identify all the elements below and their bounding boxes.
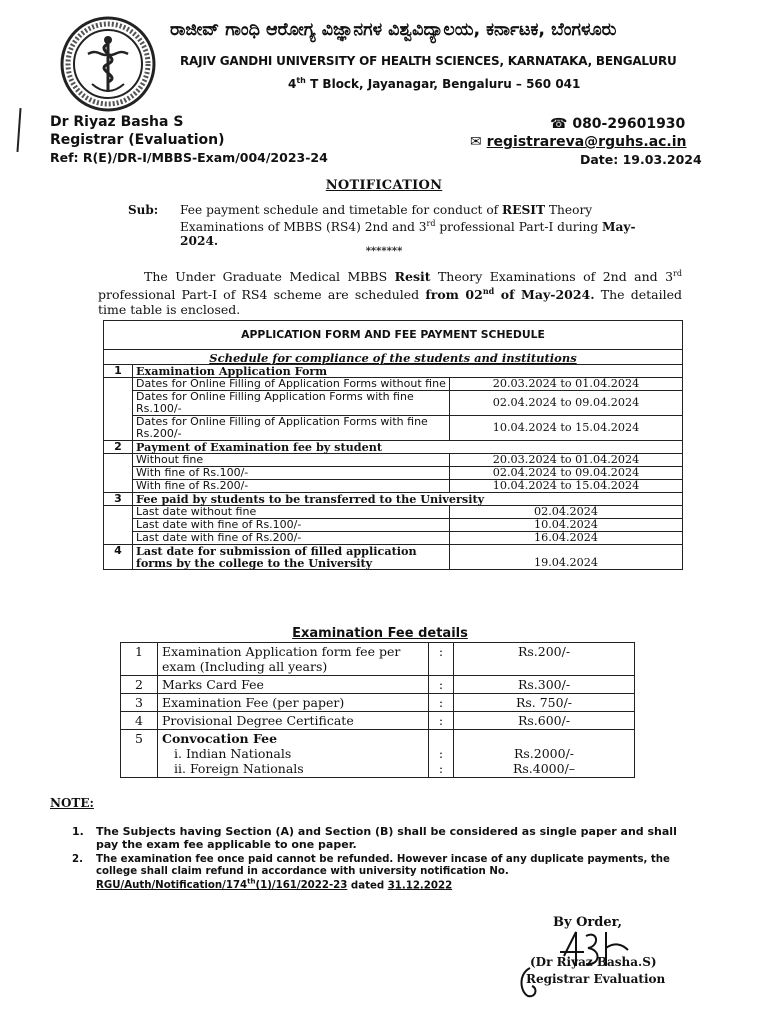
- schedule-compliance-heading: Schedule for compliance of the students and institutions: [104, 350, 683, 365]
- para-part: Theory Examinations of 2nd and 3: [430, 269, 674, 285]
- university-name-kannada: ರಾಜೀವ್ ಗಾಂಧಿ ಆರೋಗ್ಯ ವಿಜ್ಞಾನಗಳ ವಿಶ್ವವಿದ್ಯಾಲಯ, ಕರ್ನಾಟಕ, ಬೆಂಗಳೂರು: [170, 20, 617, 40]
- schedule-row-label: With fine of Rs.200/-: [133, 480, 450, 493]
- subject-sup: rd: [426, 219, 436, 228]
- fee-row-number: 5: [121, 730, 158, 778]
- university-crest-icon: [58, 14, 158, 114]
- note-text: dated: [347, 880, 388, 892]
- convocation-amounts: [454, 730, 635, 778]
- fee-row-colon: :: [429, 676, 454, 694]
- fee-row-amount: Rs. 750/-: [454, 694, 635, 712]
- fee-row-amount: Rs.4000/–: [512, 761, 576, 776]
- convocation-item-label: i. Indian Nationals: [174, 746, 292, 761]
- schedule-row-label: Dates for Online Filling of Application Forms without fine: [133, 378, 450, 391]
- sender-designation: Registrar (Evaluation): [50, 132, 225, 148]
- phone-icon: ☎: [550, 116, 568, 132]
- para-date-sup: nd: [482, 286, 495, 297]
- phone-number: 080-29601930: [572, 116, 686, 132]
- fee-row-number: 2: [121, 676, 158, 694]
- fee-row-amount: Rs.2000/-: [513, 746, 575, 761]
- schedule-row-label: Without fine: [133, 454, 450, 467]
- ref-part: RGU/Auth/Notification/174: [96, 880, 248, 892]
- subject-part: professional Part-I during: [435, 220, 603, 235]
- schedule-row-label: Last date with fine of Rs.100/-: [133, 519, 450, 532]
- notification-paragraph: [98, 266, 682, 317]
- signatory-designation: Registrar Evaluation: [526, 972, 666, 986]
- subject-label: Sub:: [128, 203, 159, 217]
- schedule-row-label: Dates for Online Filling of Application Forms with fine Rs.200/-: [133, 416, 450, 441]
- para-part: The Under Graduate Medical MBBS: [144, 269, 395, 285]
- fee-row-number: 4: [121, 712, 158, 730]
- section-title: Last date for submission of filled application forms by the college to the University: [133, 545, 450, 570]
- fee-row-amount: Rs.300/-: [454, 676, 635, 694]
- schedule-row-dates: 20.03.2024 to 01.04.2024: [450, 454, 683, 467]
- note-notification-date: 31.12.2022: [387, 880, 453, 892]
- ref-part: (1)/161/2022-23: [255, 880, 348, 892]
- fee-row-colon: :: [438, 761, 444, 776]
- by-order-label: By Order,: [553, 915, 623, 930]
- schedule-row-dates: 02.04.2024 to 09.04.2024: [450, 391, 683, 416]
- convocation-colons: [429, 730, 454, 778]
- note-text: The Subjects having Section (A) and Section (B) shall be considered as single paper and shall pay the exam fee applicable to one paper.: [96, 825, 677, 851]
- letter-date: Date: 19.03.2024: [580, 152, 702, 167]
- subject-resit: RESIT: [502, 203, 546, 217]
- university-name-english: RAJIV GANDHI UNIVERSITY OF HEALTH SCIENCES, KARNATAKA, BENGALURU: [180, 54, 677, 68]
- section-number: 3: [104, 493, 133, 506]
- subject-month: May-2024.: [180, 220, 636, 249]
- para-date-part: from 02: [425, 287, 483, 303]
- signatory-name: (Dr Riyaz Basha.S): [530, 955, 657, 969]
- section-spacer: [104, 454, 133, 493]
- schedule-row-dates: 10.04.2024 to 15.04.2024: [450, 416, 683, 441]
- section-title: Examination Application Form: [133, 365, 683, 378]
- fee-row-label: Examination Fee (per paper): [158, 694, 429, 712]
- notes-list: [72, 826, 692, 895]
- para-part: The detailed time table is enclosed.: [98, 287, 682, 318]
- para-resit: Resit: [394, 269, 431, 285]
- fee-row-colon: :: [429, 694, 454, 712]
- margin-pen-mark: [16, 108, 21, 152]
- convocation-fee-block: [158, 730, 429, 778]
- note-number: 2.: [72, 854, 83, 865]
- fee-row-label: Marks Card Fee: [158, 676, 429, 694]
- phone-line: [550, 116, 685, 132]
- fee-row-colon: :: [438, 746, 444, 761]
- convocation-fee-title: Convocation Fee: [162, 731, 278, 746]
- ref-sup: th: [247, 878, 256, 886]
- envelope-icon: ✉: [470, 134, 482, 150]
- university-address: [288, 76, 580, 91]
- note-item: [72, 854, 692, 892]
- email-line: [470, 134, 687, 150]
- section-title: Fee paid by students to be transferred to the University: [133, 493, 683, 506]
- separator-stars: *******: [365, 246, 403, 257]
- fee-row-amount: Rs.200/-: [454, 643, 635, 676]
- section-number: 4: [104, 545, 133, 570]
- section-spacer: [104, 506, 133, 545]
- section-spacer: [104, 378, 133, 441]
- address-text: T Block, Jayanagar, Bengaluru – 560 041: [305, 77, 581, 91]
- para-start-date: [425, 287, 594, 302]
- schedule-row-dates: 10.04.2024 to 15.04.2024: [450, 480, 683, 493]
- schedule-row-dates: 02.04.2024 to 09.04.2024: [450, 467, 683, 480]
- schedule-row-dates: 16.04.2024: [450, 532, 683, 545]
- sender-name: Dr Riyaz Basha S: [50, 114, 184, 130]
- schedule-row-dates: 02.04.2024: [450, 506, 683, 519]
- fee-schedule-table: [103, 320, 683, 570]
- section-number: 1: [104, 365, 133, 378]
- fee-row-colon: :: [429, 712, 454, 730]
- convocation-item-label: ii. Foreign Nationals: [174, 761, 304, 776]
- schedule-row-dates: 10.04.2024: [450, 519, 683, 532]
- section-title: Payment of Examination fee by student: [133, 441, 683, 454]
- note-number: 1.: [72, 825, 84, 838]
- para-part: professional Part-I of RS4 scheme are scheduled: [98, 287, 426, 303]
- subject-part: Theory Examinations of MBBS (RS4) 2nd and 3: [180, 203, 593, 235]
- fee-row-number: 1: [121, 643, 158, 676]
- para-sup: rd: [673, 269, 682, 278]
- subject-part: Fee payment schedule and timetable for conduct of: [180, 203, 503, 217]
- schedule-title: APPLICATION FORM AND FEE PAYMENT SCHEDULE: [104, 321, 683, 350]
- section-number: 2: [104, 441, 133, 454]
- schedule-row-label: Last date with fine of Rs.200/-: [133, 532, 450, 545]
- note-notification-ref: [96, 880, 347, 891]
- fee-row-number: 3: [121, 694, 158, 712]
- para-date-part: of May-2024.: [494, 287, 595, 303]
- fee-row-colon: :: [429, 643, 454, 676]
- fee-row-amount: Rs.600/-: [454, 712, 635, 730]
- schedule-row-label: Last date without fine: [133, 506, 450, 519]
- fee-row-label: Provisional Degree Certificate: [158, 712, 429, 730]
- schedule-row-label: With fine of Rs.100/-: [133, 467, 450, 480]
- address-number: 4: [288, 77, 297, 91]
- note-text: The examination fee once paid cannot be refunded. However incase of any duplicate payments, the college shall claim refund in accordance with university notification No.: [96, 854, 670, 877]
- subject-text: [180, 203, 660, 248]
- email-address[interactable]: registrareva@rguhs.ac.in: [486, 134, 687, 150]
- schedule-row-dates: 20.03.2024 to 01.04.2024: [450, 378, 683, 391]
- fee-details-heading: Examination Fee details: [292, 626, 468, 641]
- notification-heading: NOTIFICATION: [325, 178, 443, 193]
- fee-row-label: Examination Application form fee per exam (Including all years): [158, 643, 429, 676]
- fee-details-table: [120, 642, 635, 778]
- address-suffix: th: [296, 76, 306, 85]
- note-item: [72, 826, 692, 851]
- schedule-row-dates: 19.04.2024: [450, 545, 683, 570]
- reference-number: Ref: R(E)/DR-I/MBBS-Exam/004/2023-24: [50, 150, 328, 165]
- schedule-row-label: Dates for Online Filling Application Forms with fine Rs.100/-: [133, 391, 450, 416]
- note-heading: NOTE:: [50, 796, 94, 810]
